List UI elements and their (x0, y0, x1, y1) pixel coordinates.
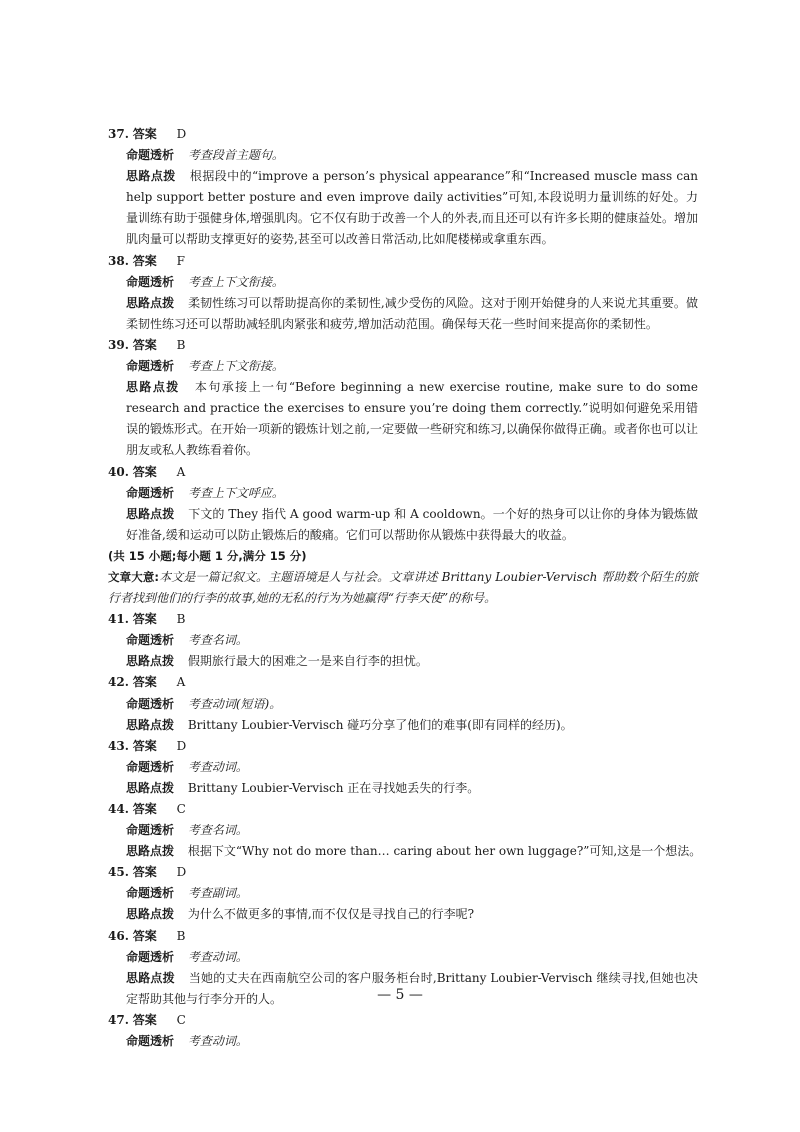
item-37-analysis-line (108, 145, 698, 166)
hint-text: 根据段中的“improve a person’s physical appearance”和“Increased muscle mass can help support better posture and even improve daily activities”可知,本段说明力量训练的好处。力量训练有助于强健身体,增强肌肉。它不仅有助于改善一个人的外表,而且还可以有许多长期的健康益处。增加肌肉量可以帮助支撑更好的姿势,甚至可以改善日常活动,比如爬楼梯或拿重东西。 (126, 169, 698, 247)
item-number: 37. (108, 127, 129, 141)
answer-value: B (176, 612, 186, 627)
analysis-label: 命题透析 (126, 485, 175, 500)
analysis-text: 考查段首主题句。 (187, 148, 284, 163)
item-42-analysis-line (108, 694, 698, 715)
item-number: 45. (108, 865, 129, 880)
item-43-hint-line (108, 778, 698, 799)
answer-value: C (176, 1012, 186, 1027)
answer-label: 答案 (132, 253, 157, 268)
analysis-label: 命题透析 (126, 759, 175, 774)
page-number: — 5 — (377, 987, 423, 1003)
analysis-text: 考查名词。 (187, 633, 248, 648)
item-number: 40. (108, 464, 129, 479)
hint-label: 思路点拨 (126, 907, 175, 922)
analysis-text: 考查名词。 (187, 823, 248, 838)
hint-text: 假期旅行最大的困难之一是来自行李的担忧。 (187, 654, 428, 669)
item-38-answer-line (108, 251, 698, 272)
answer-value: B (176, 337, 186, 352)
analysis-label: 命题透析 (126, 359, 175, 374)
item-37-answer-line (108, 124, 698, 145)
answer-label: 答案 (132, 127, 157, 141)
answer-value: A (176, 675, 186, 690)
item-44-answer-line (108, 799, 698, 820)
analysis-label: 命题透析 (126, 949, 175, 964)
item-43-answer-line (108, 736, 698, 757)
hint-label: 思路点拨 (126, 844, 175, 859)
analysis-text: 考查动词。 (187, 1034, 248, 1049)
analysis-label: 命题透析 (126, 633, 175, 648)
analysis-text: 考查动词(短语)。 (187, 696, 282, 711)
page-content (108, 124, 702, 1052)
item-46-answer-line (108, 926, 698, 947)
hint-label: 思路点拨 (126, 780, 175, 795)
item-41-hint-line (108, 651, 698, 672)
hint-label: 思路点拨 (126, 717, 175, 732)
item-38-hint-line (108, 293, 698, 335)
item-41-answer-line (108, 609, 698, 630)
hint-text: 下文的 They 指代 A good warm-up 和 A cooldown。一个好的热身可以让你的身体为锻炼做好准备,缓和运动可以防止锻炼后的酸痛。它们可以帮助你从锻炼中获得最大的收益。 (126, 506, 698, 542)
analysis-label: 命题透析 (126, 886, 175, 901)
item-45-answer-line (108, 862, 698, 883)
item-44-analysis-line (108, 820, 698, 841)
item-45-hint-line (108, 904, 698, 925)
answer-label: 答案 (132, 612, 157, 627)
hint-label: 思路点拨 (126, 169, 176, 184)
hint-label: 思路点拨 (126, 506, 175, 521)
hint-text: Brittany Loubier-Vervisch 正在寻找她丢失的行李。 (187, 780, 480, 795)
item-41-analysis-line (108, 630, 698, 651)
item-38-analysis-line (108, 272, 698, 293)
item-number: 39. (108, 337, 129, 352)
item-number: 46. (108, 928, 129, 943)
hint-text: 根据下文“Why not do more than… caring about her own luggage?”可知,这是一个想法。 (187, 844, 702, 859)
answer-value: D (176, 865, 187, 880)
summary-text: 本文是一篇记叙文。主题语境是人与社会。文章讲述 Brittany Loubier-Vervisch 帮助数个陌生的旅行者找到他们的行李的故事,她的无私的行为为她赢得“行李天使”的称号。 (108, 569, 698, 606)
item-39-hint-line (108, 377, 698, 461)
item-40-hint-line (108, 504, 698, 546)
hint-text: 为什么不做更多的事情,而不仅仅是寻找自己的行李呢? (187, 907, 475, 922)
item-42-hint-line (108, 715, 698, 736)
item-47-analysis-line (108, 1031, 698, 1052)
analysis-text: 考查动词。 (187, 949, 248, 964)
answer-value: D (176, 738, 187, 753)
analysis-text: 考查上下文衔接。 (187, 359, 284, 374)
item-43-analysis-line (108, 757, 698, 778)
answer-label: 答案 (132, 738, 157, 753)
analysis-label: 命题透析 (126, 823, 175, 838)
answer-label: 答案 (132, 928, 157, 943)
hint-label: 思路点拨 (126, 380, 180, 395)
analysis-label: 命题透析 (126, 1034, 175, 1049)
hint-text: 本句承接上一句“Before beginning a new exercise routine, make sure to do some research and practice the exercises to ensure you’re doing them correctly.”说明如何避免采用错误的锻炼形式。在开始一项新的锻炼计划之前,一定要做一些研究和练习,以确保你做得正确。或者你也可以让朋友或私人教练看着你。 (126, 380, 698, 458)
item-number: 42. (108, 675, 129, 690)
answer-label: 答案 (132, 865, 157, 880)
item-37-hint-line (108, 166, 698, 250)
answer-value: B (176, 928, 186, 943)
hint-text: Brittany Loubier-Vervisch 碰巧分享了他们的难事(即有同样的经历)。 (187, 717, 573, 732)
item-number: 38. (108, 253, 129, 268)
item-39-analysis-line (108, 356, 698, 377)
analysis-label: 命题透析 (126, 148, 175, 163)
item-47-answer-line (108, 1010, 698, 1031)
analysis-text: 考查上下文呼应。 (187, 485, 284, 500)
analysis-text: 考查动词。 (187, 759, 248, 774)
analysis-label: 命题透析 (126, 696, 175, 711)
item-42-answer-line (108, 672, 698, 693)
section-header: (共 15 小题;每小题 1 分,满分 15 分) (108, 548, 307, 563)
hint-label: 思路点拨 (126, 970, 175, 985)
item-45-analysis-line (108, 883, 698, 904)
hint-label: 思路点拨 (126, 295, 175, 310)
answer-label: 答案 (132, 464, 157, 479)
answer-label: 答案 (132, 675, 157, 690)
item-40-answer-line (108, 462, 698, 483)
summary-label: 文章大意: (108, 569, 160, 584)
analysis-text: 考查副词。 (187, 886, 248, 901)
analysis-text: 考查上下文衔接。 (187, 274, 284, 289)
answer-label: 答案 (132, 337, 157, 352)
answer-value: C (176, 802, 186, 816)
item-number: 44. (108, 802, 129, 816)
item-39-answer-line (108, 335, 698, 356)
hint-label: 思路点拨 (126, 654, 175, 669)
answer-value: F (176, 253, 185, 268)
item-44-hint-line (108, 841, 702, 862)
answer-value: A (176, 464, 186, 479)
hint-text: 柔韧性练习可以帮助提高你的柔韧性,减少受伤的风险。这对于刚开始健身的人来说尤其重要。做柔韧性练习还可以帮助减轻肌肉紧张和疲劳,增加活动范围。确保每天花一些时间来提高你的柔韧性。 (126, 295, 698, 331)
analysis-label: 命题透析 (126, 274, 175, 289)
item-46-analysis-line (108, 947, 698, 968)
item-number: 43. (108, 738, 129, 753)
answer-value: D (176, 127, 187, 141)
answer-label: 答案 (132, 802, 157, 816)
item-number: 47. (108, 1012, 129, 1027)
item-number: 41. (108, 612, 129, 627)
hint-text: 当她的丈夫在西南航空公司的客户服务柜台时,Brittany Loubier-Vervisch 继续寻找,但她也决定帮助其他与行李分开的人。 (126, 970, 698, 1006)
item-40-analysis-line (108, 483, 698, 504)
answer-label: 答案 (132, 1012, 157, 1027)
passage-summary (108, 567, 698, 609)
